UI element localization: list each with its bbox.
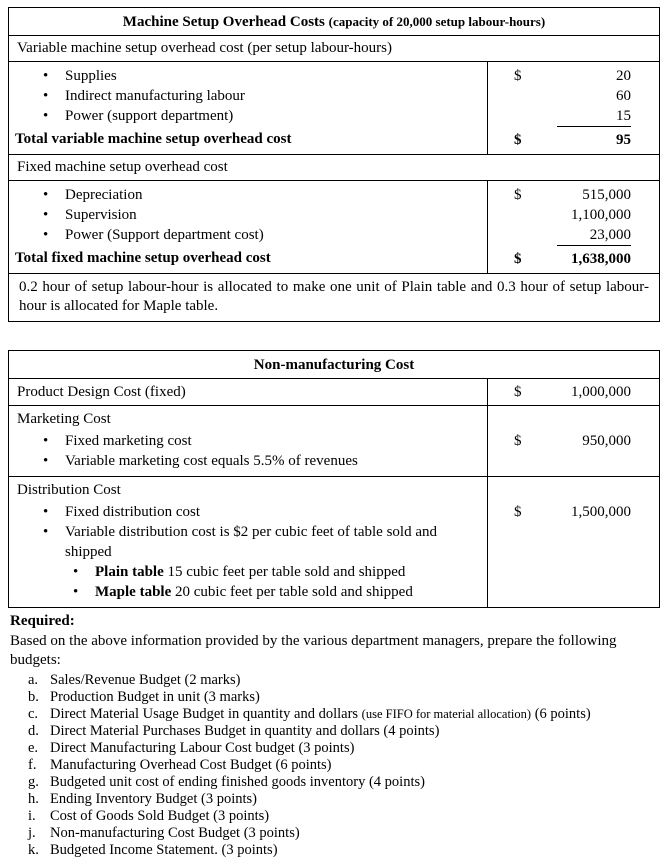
required-heading: Required: [10,613,75,629]
amount-line [488,382,659,402]
required-intro: Based on the above information provided by the various department managers, prepare the following budgets: [10,633,617,668]
cost-item-label: Power (Support department cost) [65,227,264,243]
distribution-cost-content [9,477,487,607]
distribution-bullet: Variable distribution cost is $2 per cubic feet of table sold and shipped [65,524,437,560]
amount-value: 20 [616,68,631,84]
amount-line [488,86,659,106]
item-letter: k. [28,842,39,858]
allocation-note: 0.2 hour of setup labour-hour is allocated to make one unit of Plain table and 0.3 hour of setup labour-hour is allocated for Maple table. [19,279,649,314]
required-item-a [8,672,658,689]
currency-symbol: $ [514,187,522,203]
amount-value: 60 [616,88,631,104]
machine-table-title-main: Machine Setup Overhead Costs [122,14,325,30]
list-item [9,185,487,205]
machine-table-capacity-note: (capacity of 20,000 setup labour-hours) [328,14,546,29]
item-text-pre: Direct Material Usage Budget in quantity and dollars [50,706,362,722]
distribution-cost-row [9,477,659,607]
required-section [8,608,658,859]
required-item-b [8,689,658,706]
distribution-sub-bullet [95,582,487,602]
item-letter: d. [28,723,39,739]
item-text: Budgeted Income Statement. (3 points) [50,842,278,858]
bullet-marker [39,522,65,562]
item-text: Direct Material Purchases Budget in quantity and dollars (4 points) [50,723,440,739]
currency-symbol: $ [514,251,522,267]
item-text: Ending Inventory Budget (3 points) [50,791,258,807]
list-item [9,66,487,86]
marketing-cost-content [9,406,487,476]
sub-bullet-rest: 15 cubic feet per table sold and shipped [163,564,406,580]
item-text [50,706,658,723]
amount-line [488,66,659,86]
required-item-c [8,706,658,723]
item-letter: i. [28,808,36,824]
distribution-sub-bullet [95,562,487,582]
required-item-g [8,774,658,791]
item-letter: e. [28,740,39,756]
item-text-post: (6 points) [531,706,591,722]
amount-value: 1,638,000 [571,251,631,267]
fixed-cost-items [9,181,487,273]
non-manufacturing-cost-table [8,350,660,608]
item-text: Non-manufacturing Cost Budget (3 points) [50,825,300,841]
required-item-e [8,740,658,757]
required-item-k [8,842,658,859]
cost-item-label: Indirect manufacturing labour [65,88,245,104]
currency-symbol: $ [514,384,522,400]
machine-setup-overhead-table [8,7,660,322]
amount-value: 15 [557,106,631,127]
list-item [9,522,487,562]
product-design-label: Product Design Cost (fixed) [17,384,186,400]
fixed-cost-amounts [487,181,659,273]
list-item [9,431,487,451]
currency-symbol: $ [514,68,522,84]
amount-line [488,502,659,522]
required-item-j [8,825,658,842]
amount-line [488,205,659,225]
list-item [9,451,487,471]
product-design-row [9,379,659,406]
variable-cost-block [9,62,659,155]
bullet-marker [39,106,65,126]
cost-item-label: Depreciation [65,187,143,203]
marketing-amount [487,406,659,476]
bullet-marker [39,205,65,225]
item-letter: j. [28,825,36,841]
sub-bullet-rest: 20 cubic feet per table sold and shipped [171,584,413,600]
fixed-cost-block [9,181,659,274]
item-letter: a. [28,672,39,688]
amount-value: 1,100,000 [571,207,631,223]
currency-symbol: $ [514,433,522,449]
bullet-marker [39,502,65,522]
bullet-marker [39,225,65,245]
cost-item-label: Power (support department) [65,108,234,124]
required-item-d [8,723,658,740]
item-text: Direct Manufacturing Labour Cost budget (3 points) [50,740,355,756]
item-letter: f. [28,757,37,773]
item-letter: g. [28,774,39,790]
bullet-marker [39,185,65,205]
machine-table-title [9,8,659,36]
amount-value: 23,000 [557,225,631,246]
item-text: Manufacturing Overhead Cost Budget (6 points) [50,757,332,773]
amount-value: 950,000 [582,433,631,449]
amount-line-subtotal-rule [488,106,659,127]
item-text: Budgeted unit cost of ending finished goods inventory (4 points) [50,774,425,790]
table-type-bold: Plain table [95,564,164,580]
marketing-bullet: Fixed marketing cost [65,433,192,449]
currency-symbol: $ [514,504,522,520]
item-text-small: (use FIFO for material allocation) [361,707,532,721]
variable-cost-amounts [487,62,659,154]
item-text: Sales/Revenue Budget (2 marks) [50,672,241,688]
currency-symbol: $ [514,132,522,148]
distribution-amount [487,477,659,607]
item-letter: c. [28,706,39,722]
amount-value: 1,500,000 [571,504,631,520]
bullet-marker [39,66,65,86]
marketing-bullet: Variable marketing cost equals 5.5% of revenues [65,453,358,469]
list-item [9,86,487,106]
required-list [8,672,658,859]
list-item [9,205,487,225]
variable-total-amount [488,127,659,150]
item-letter: h. [28,791,39,807]
bullet-marker [39,86,65,106]
amount-value: 515,000 [582,187,631,203]
bullet-marker [69,562,95,582]
amount-line [488,185,659,205]
table-type-bold: Maple table [95,584,172,600]
variable-section-label: Variable machine setup overhead cost (per setup labour-hours) [9,36,659,62]
list-item-sub [9,582,487,602]
fixed-section-label: Fixed machine setup overhead cost [9,155,659,181]
bullet-marker [69,582,95,602]
cost-item-label: Supplies [65,68,117,84]
variable-total-label: Total variable machine setup overhead cost [15,131,292,147]
product-design-amount [487,379,659,405]
marketing-heading: Marketing Cost [17,411,111,427]
list-item [9,502,487,522]
amount-value: 95 [616,132,631,148]
distribution-bullet: Fixed distribution cost [65,504,200,520]
cost-item-label: Supervision [65,207,137,223]
required-item-h [8,791,658,808]
nonmfg-table-title: Non-manufacturing Cost [9,351,659,379]
item-letter: b. [28,689,39,705]
list-item-sub [9,562,487,582]
fixed-total-amount [488,246,659,269]
amount-line [488,431,659,451]
required-item-i [8,808,658,825]
item-text: Cost of Goods Sold Budget (3 points) [50,808,270,824]
distribution-heading: Distribution Cost [17,482,121,498]
marketing-cost-row [9,406,659,477]
bullet-marker [39,451,65,471]
list-item [9,106,487,126]
required-item-f [8,757,658,774]
item-text: Production Budget in unit (3 marks) [50,689,260,705]
amount-line-subtotal-rule [488,225,659,246]
list-item [9,225,487,245]
fixed-total-label: Total fixed machine setup overhead cost [15,250,271,266]
amount-value: 1,000,000 [571,384,631,400]
variable-cost-items [9,62,487,154]
bullet-marker [39,431,65,451]
